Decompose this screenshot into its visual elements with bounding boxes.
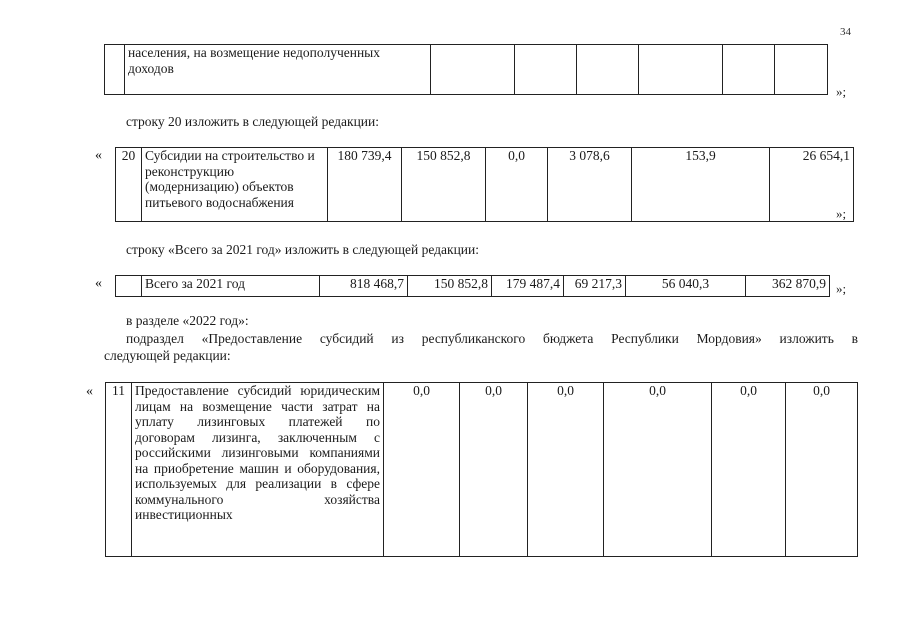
- paragraph-2022: в разделе «2022 год»:: [126, 313, 249, 328]
- paragraph-row20: строку 20 изложить в следующей редакции:: [126, 114, 380, 129]
- row11-open-quote: «: [86, 384, 93, 399]
- total-value-1: 818 468,7: [320, 276, 408, 297]
- row20-number: 20: [116, 148, 142, 222]
- row11-value-2: 0,0: [460, 383, 528, 557]
- paragraph-total: строку «Всего за 2021 год» изложить в следующей редакции:: [126, 242, 479, 257]
- total-value-6: 362 870,9: [746, 276, 830, 297]
- total-value-3: 179 487,4: [492, 276, 564, 297]
- row11-value-5: 0,0: [712, 383, 786, 557]
- top-table-cell: [639, 45, 723, 95]
- total-closing-quote: »;: [836, 281, 847, 296]
- row20-open-quote: «: [95, 148, 102, 163]
- top-table: [104, 44, 828, 95]
- top-table-closing-quote: »;: [836, 84, 847, 99]
- row11-table: [105, 382, 858, 557]
- total-num-cell: [116, 276, 142, 297]
- row11-value-3: 0,0: [528, 383, 604, 557]
- total-value-2: 150 852,8: [408, 276, 492, 297]
- row20-closing-quote: »;: [836, 206, 847, 221]
- paragraph-subsection-line1: подраздел «Предоставление субсидий из республиканского бюджета Республики Мордовия» изложить в: [126, 331, 858, 346]
- page-number: 34: [840, 26, 851, 38]
- total-value-5: 56 040,3: [626, 276, 746, 297]
- row20-value-4: 3 078,6: [548, 148, 632, 222]
- total-label: Всего за 2021 год: [142, 276, 320, 297]
- row20-value-5: 153,9: [632, 148, 770, 222]
- top-table-cell: [431, 45, 515, 95]
- top-table-text-cell: населения, на возмещение недополученных доходов: [125, 45, 431, 95]
- row11-value-6: 0,0: [786, 383, 858, 557]
- row20-table: [115, 147, 854, 222]
- row20-value-3: 0,0: [486, 148, 548, 222]
- row20-value-1: 180 739,4: [328, 148, 402, 222]
- total-table: [115, 275, 830, 297]
- top-table-cell: [577, 45, 639, 95]
- top-table-num-cell: [105, 45, 125, 95]
- top-table-cell: [723, 45, 775, 95]
- paragraph-subsection-line2: следующей редакции:: [104, 348, 231, 363]
- top-table-cell: [775, 45, 828, 95]
- total-open-quote: «: [95, 276, 102, 291]
- row11-value-1: 0,0: [384, 383, 460, 557]
- row11-description: Предоставление субсидий юридическим лицам на возмещение части затрат на уплату лизинговых платежей по договорам лизинга, заключенным с российскими лизинговыми компаниями на приобретение машин и оборудования, используемых для реализации в сфере коммунального хозяйства инвестиционных: [132, 383, 384, 557]
- top-table-cell: [515, 45, 577, 95]
- row11-value-4: 0,0: [604, 383, 712, 557]
- row20-value-2: 150 852,8: [402, 148, 486, 222]
- row11-number: 11: [106, 383, 132, 557]
- row20-description: Субсидии на строительство и реконструкцию (модернизацию) объектов питьевого водоснабжения: [142, 148, 328, 222]
- total-value-4: 69 217,3: [564, 276, 626, 297]
- row20-value-6: 26 654,1: [770, 148, 854, 222]
